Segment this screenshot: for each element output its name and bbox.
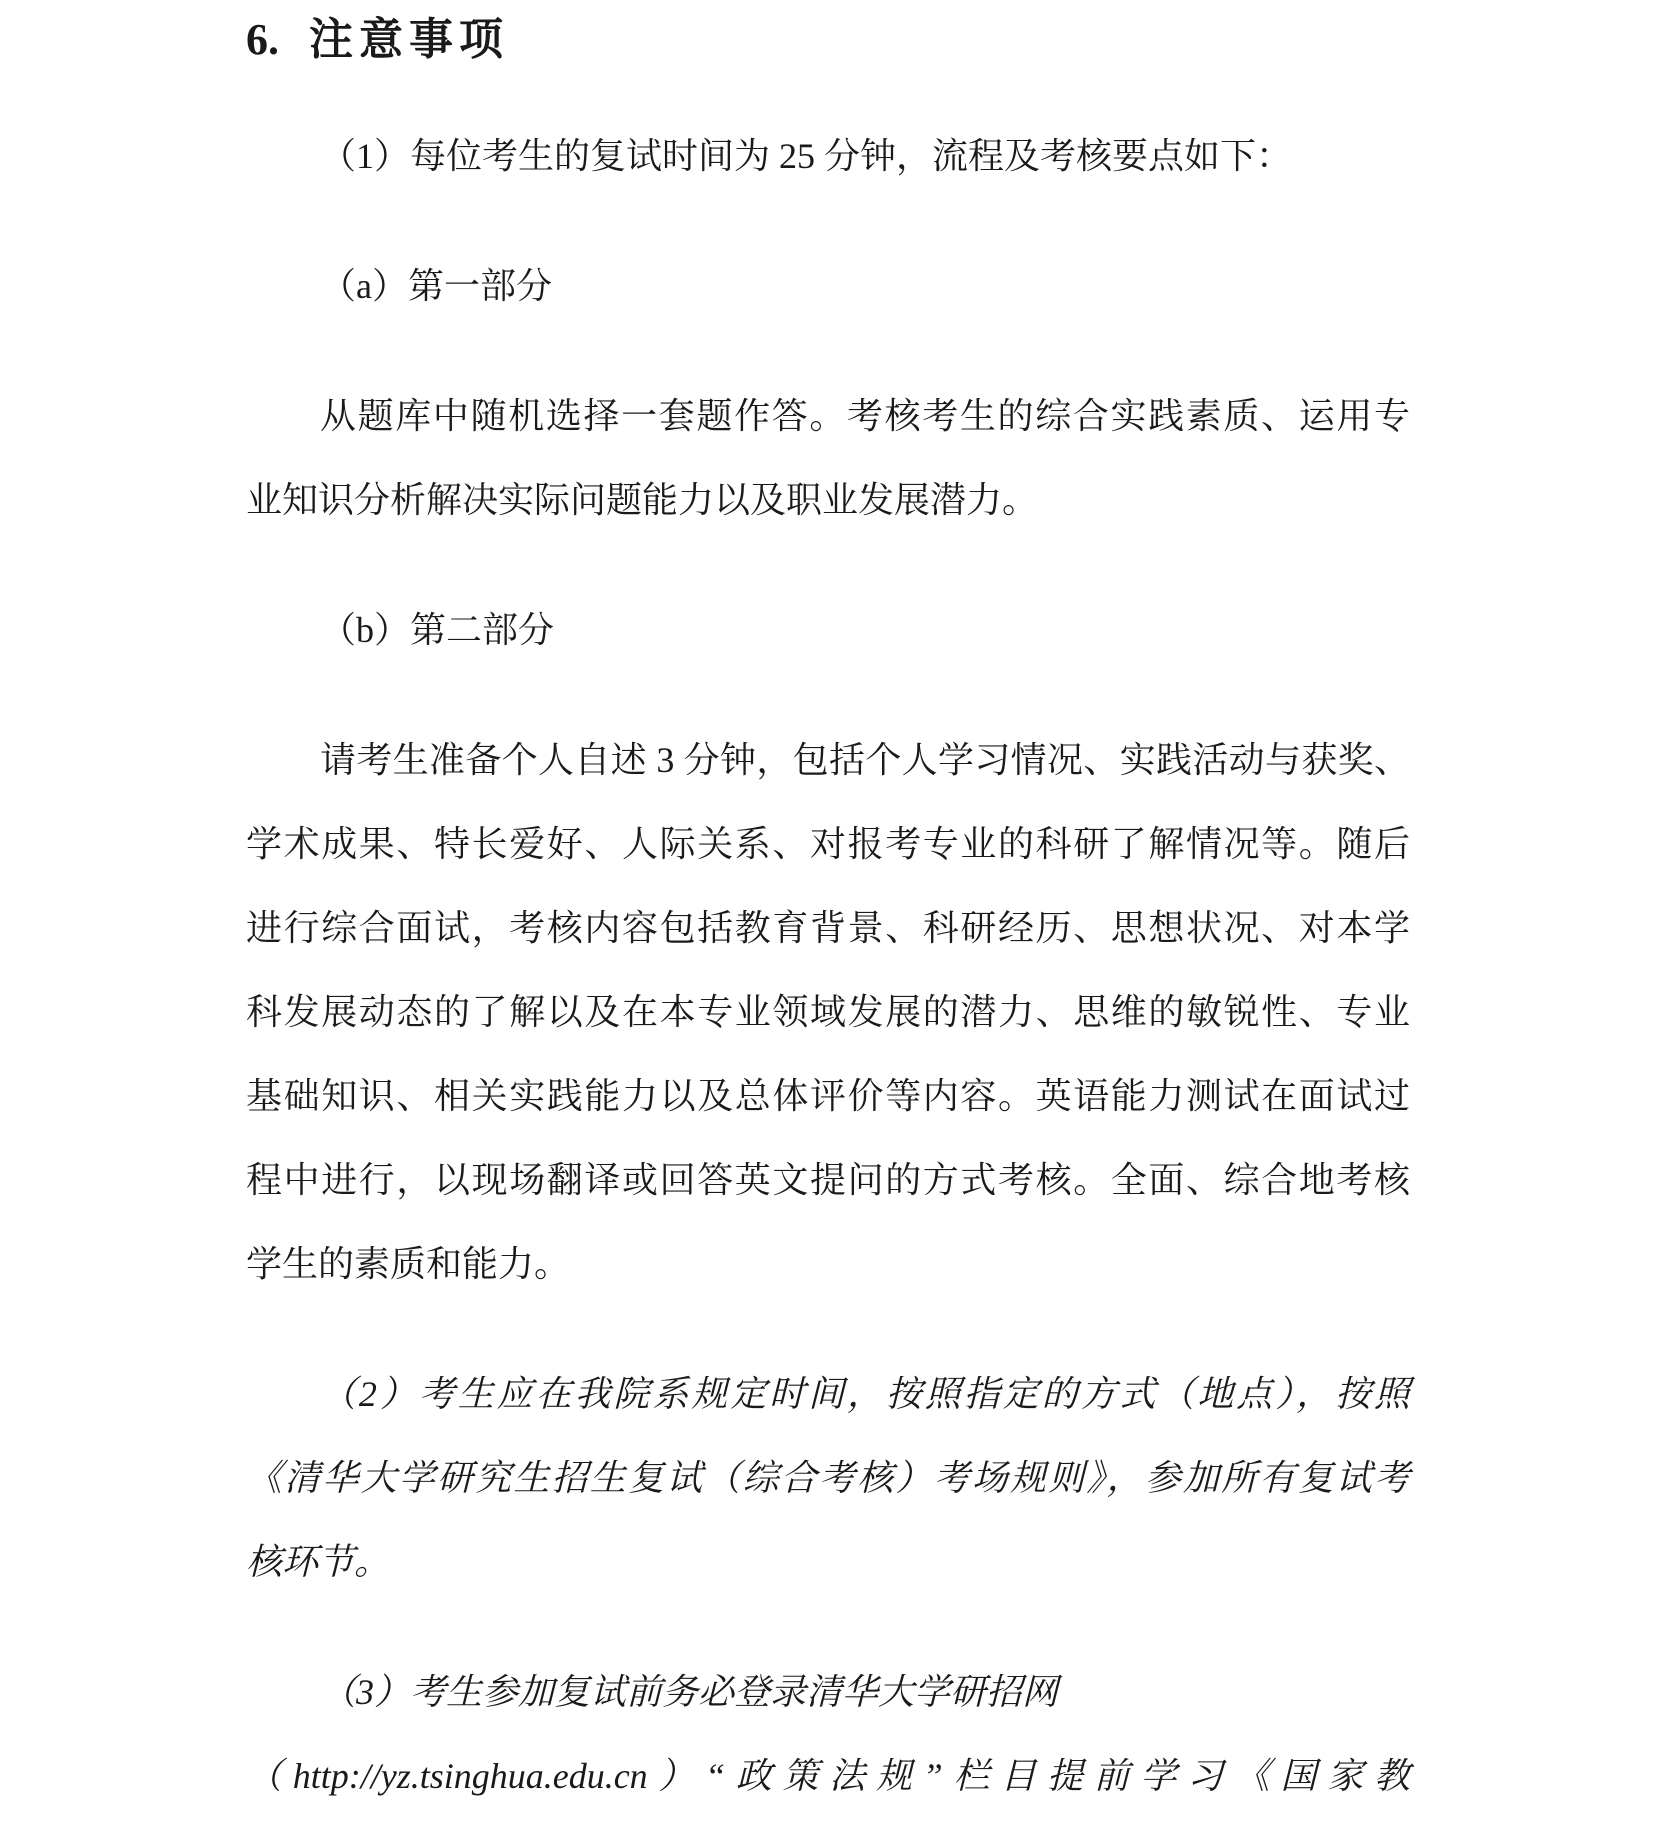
paragraph xyxy=(246,114,1410,198)
paragraph xyxy=(246,588,1410,672)
paragraph-line: 《清华大学研究生招生复试（综合考核）考场规则》，参加所有复试考 xyxy=(246,1458,1410,1498)
section-heading xyxy=(246,12,1410,68)
paragraph-line: 请考生准备个人自述 3 分钟，包括个人学习情况、实践活动与获奖、 xyxy=(320,740,1410,780)
paragraph-line: 从题库中随机选择一套题作答。考核考生的综合实践素质、运用专 xyxy=(320,396,1410,436)
paragraph-line: （a）第一部分 xyxy=(320,266,552,306)
paragraph-line: 进行综合面试，考核内容包括教育背景、科研经历、思想状况、对本学 xyxy=(246,908,1410,948)
paragraph xyxy=(246,1352,1410,1604)
paragraph-line: 学术成果、特长爱好、人际关系、对报考专业的科研了解情况等。随后 xyxy=(246,824,1410,864)
paragraph-line: 核环节。 xyxy=(246,1542,391,1582)
paragraph-line: 程中进行，以现场翻译或回答英文提问的方式考核。全面、综合地考核 xyxy=(246,1160,1410,1200)
paragraph-line: （http://yz.tsinghua.edu.cn）“政策法规”栏目提前学习《国家教 xyxy=(246,1756,1410,1796)
paragraph xyxy=(246,718,1410,1306)
paragraph-line: （2）考生应在我院系规定时间，按照指定的方式（地点），按照 xyxy=(320,1374,1410,1414)
paragraph xyxy=(246,374,1410,542)
paragraph xyxy=(246,244,1410,328)
paragraph xyxy=(246,1650,1410,1818)
section-heading-number: 6. xyxy=(246,15,279,64)
paragraph-line: （3）考生参加复试前务必登录清华大学研招网 xyxy=(320,1672,1059,1712)
paragraph-line: 学生的素质和能力。 xyxy=(246,1244,571,1284)
section-heading-title: 注意事项 xyxy=(309,15,509,64)
paragraph-line: （b）第二部分 xyxy=(320,610,555,650)
paragraph-line: 科发展动态的了解以及在本专业领域发展的潜力、思维的敏锐性、专业 xyxy=(246,992,1410,1032)
paragraph-line: （1）每位考生的复试时间为 25 分钟，流程及考核要点如下： xyxy=(320,136,1293,176)
paragraph-line: 业知识分析解决实际问题能力以及职业发展潜力。 xyxy=(246,480,1039,520)
paragraph-line: 基础知识、相关实践能力以及总体评价等内容。英语能力测试在面试过 xyxy=(246,1076,1410,1116)
document-body xyxy=(246,114,1410,1818)
